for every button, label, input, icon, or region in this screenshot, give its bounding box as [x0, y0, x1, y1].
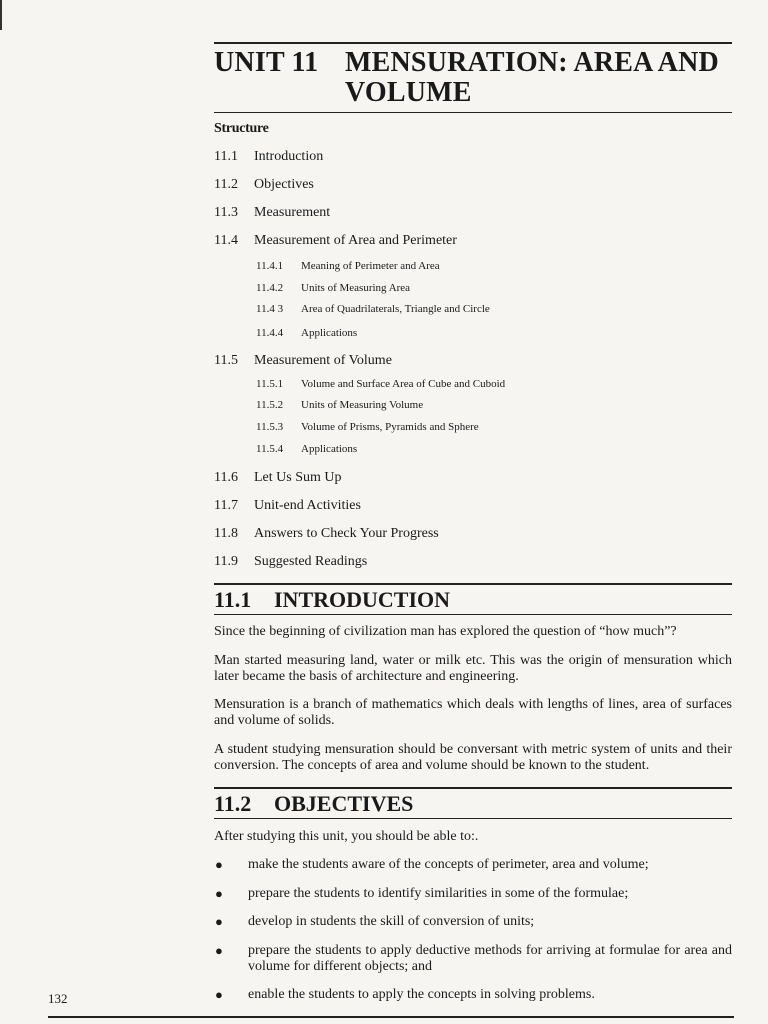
- toc-item-label: Introduction: [254, 149, 324, 164]
- list-item-text: enable the students to apply the concepts in solving problems.: [248, 987, 595, 1002]
- toc-item: [214, 526, 439, 542]
- toc-item-number: 11.4: [214, 233, 238, 248]
- list-item: [214, 987, 732, 1003]
- section-title: OBJECTIVES: [274, 791, 414, 816]
- toc-item-label: Suggested Readings: [254, 554, 368, 569]
- toc-subitem-number: 11.5.2: [256, 399, 284, 411]
- toc-subitem-number: 11.4.2: [256, 282, 284, 294]
- toc-subitem-number: 11.4.4: [256, 327, 284, 339]
- page-number: 132: [48, 991, 68, 1006]
- toc-subitem-label: Volume of Prisms, Pyramids and Sphere: [301, 421, 479, 433]
- toc-subitem-label: Area of Quadrilaterals, Triangle and Circle: [301, 303, 490, 315]
- toc-item-label: Objectives: [254, 177, 314, 192]
- section-bottom-rule: [214, 614, 732, 615]
- toc-subitem: [256, 327, 357, 339]
- toc-subitem-label: Units of Measuring Volume: [301, 399, 424, 411]
- toc-item-label: Measurement: [254, 205, 331, 220]
- toc-subitem-label: Meaning of Perimeter and Area: [301, 260, 440, 272]
- toc-subitem-number: 11.5.3: [256, 421, 284, 433]
- toc-item-number: 11.5: [214, 353, 238, 368]
- toc-subitem-number: 11.5.4: [256, 443, 284, 455]
- objectives-lead: After studying this unit, you should be able to:.: [214, 829, 479, 844]
- toc-subitem: [256, 260, 440, 272]
- bullet-icon: ●: [215, 943, 223, 958]
- list-item-text: develop in students the skill of conversion of units;: [248, 914, 535, 929]
- section-heading-introduction: [214, 583, 732, 615]
- unit-title-line1: MENSURATION: AREA AND: [345, 47, 719, 78]
- intro-paragraph: Mensuration is a branch of mathematics which deals with lengths of lines, area of surfaces and volume of solids.: [214, 697, 732, 728]
- list-item: [214, 943, 732, 975]
- list-item: [214, 914, 732, 930]
- toc-item-label: Unit-end Activities: [254, 498, 361, 513]
- toc-subitem-label: Applications: [301, 327, 358, 339]
- section-heading-objectives: [214, 787, 732, 819]
- footer-rule: [48, 1016, 734, 1018]
- heading-bottom-rule: [214, 112, 732, 113]
- list-item-text: make the students aware of the concepts of perimeter, area and volume;: [248, 857, 649, 872]
- toc-subitem-label: Applications: [301, 443, 358, 455]
- bullet-icon: ●: [215, 987, 223, 1002]
- toc-item: [214, 233, 457, 249]
- bullet-icon: ●: [215, 914, 223, 929]
- list-item: [214, 886, 732, 902]
- toc-item: [214, 353, 392, 369]
- toc-item-number: 11.9: [214, 554, 238, 569]
- unit-number: UNIT 11: [214, 47, 319, 78]
- toc-item-number: 11.3: [214, 205, 238, 220]
- toc-item: [214, 149, 323, 165]
- page-edge-mark: [0, 0, 2, 30]
- toc-subitem-number: 11.4.1: [256, 260, 284, 272]
- bullet-icon: ●: [215, 857, 223, 872]
- toc-subitem: [256, 421, 479, 433]
- toc-item-label: Measurement of Volume: [254, 353, 392, 368]
- structure-label: Structure: [214, 121, 269, 136]
- bullet-icon: ●: [215, 886, 223, 901]
- section-number: 11.2: [214, 791, 252, 816]
- intro-paragraph: Since the beginning of civilization man has explored the question of “how much”?: [214, 624, 677, 639]
- toc-subitem: [256, 303, 490, 315]
- unit-title-line2: VOLUME: [345, 77, 472, 108]
- toc-subitem: [256, 443, 357, 455]
- toc-item: [214, 177, 314, 193]
- toc-item-number: 11.7: [214, 498, 238, 513]
- intro-paragraph: A student studying mensuration should be conversant with metric system of units and their conversion. The concepts of area and volume should be known to the student.: [214, 742, 732, 773]
- toc-subitem: [256, 378, 505, 390]
- section-number: 11.1: [214, 587, 252, 612]
- toc-item-number: 11.6: [214, 470, 238, 485]
- unit-heading: [214, 42, 732, 113]
- toc-item-label: Let Us Sum Up: [254, 470, 342, 485]
- list-item-text: prepare the students to identify similarities in some of the formulae;: [248, 886, 629, 901]
- intro-paragraph: Man started measuring land, water or milk etc. This was the origin of mensuration which later became the basis of architecture and engineering.: [214, 653, 732, 684]
- toc-item: [214, 554, 367, 570]
- toc-item-number: 11.1: [214, 149, 238, 164]
- toc-item: [214, 205, 330, 221]
- toc-subitem: [256, 399, 423, 411]
- toc-subitem-label: Volume and Surface Area of Cube and Cuboid: [301, 378, 506, 390]
- list-item-text: prepare the students to apply deductive methods for arriving at formulae for area and volume for different objects; and: [248, 943, 732, 974]
- toc-subitem-label: Units of Measuring Area: [301, 282, 411, 294]
- section-bottom-rule: [214, 818, 732, 819]
- unit-title: [214, 44, 732, 112]
- toc-item: [214, 498, 361, 514]
- toc-item-number: 11.8: [214, 526, 238, 541]
- list-item: [214, 857, 732, 873]
- toc-subitem-number: 11.4 3: [256, 303, 284, 315]
- section-title: INTRODUCTION: [274, 587, 451, 612]
- toc-subitem-number: 11.5.1: [256, 378, 284, 390]
- toc-item: [214, 470, 342, 486]
- toc-item-label: Answers to Check Your Progress: [254, 526, 439, 541]
- toc-item-label: Measurement of Area and Perimeter: [254, 233, 457, 248]
- toc-subitem: [256, 282, 410, 294]
- toc-item-number: 11.2: [214, 177, 238, 192]
